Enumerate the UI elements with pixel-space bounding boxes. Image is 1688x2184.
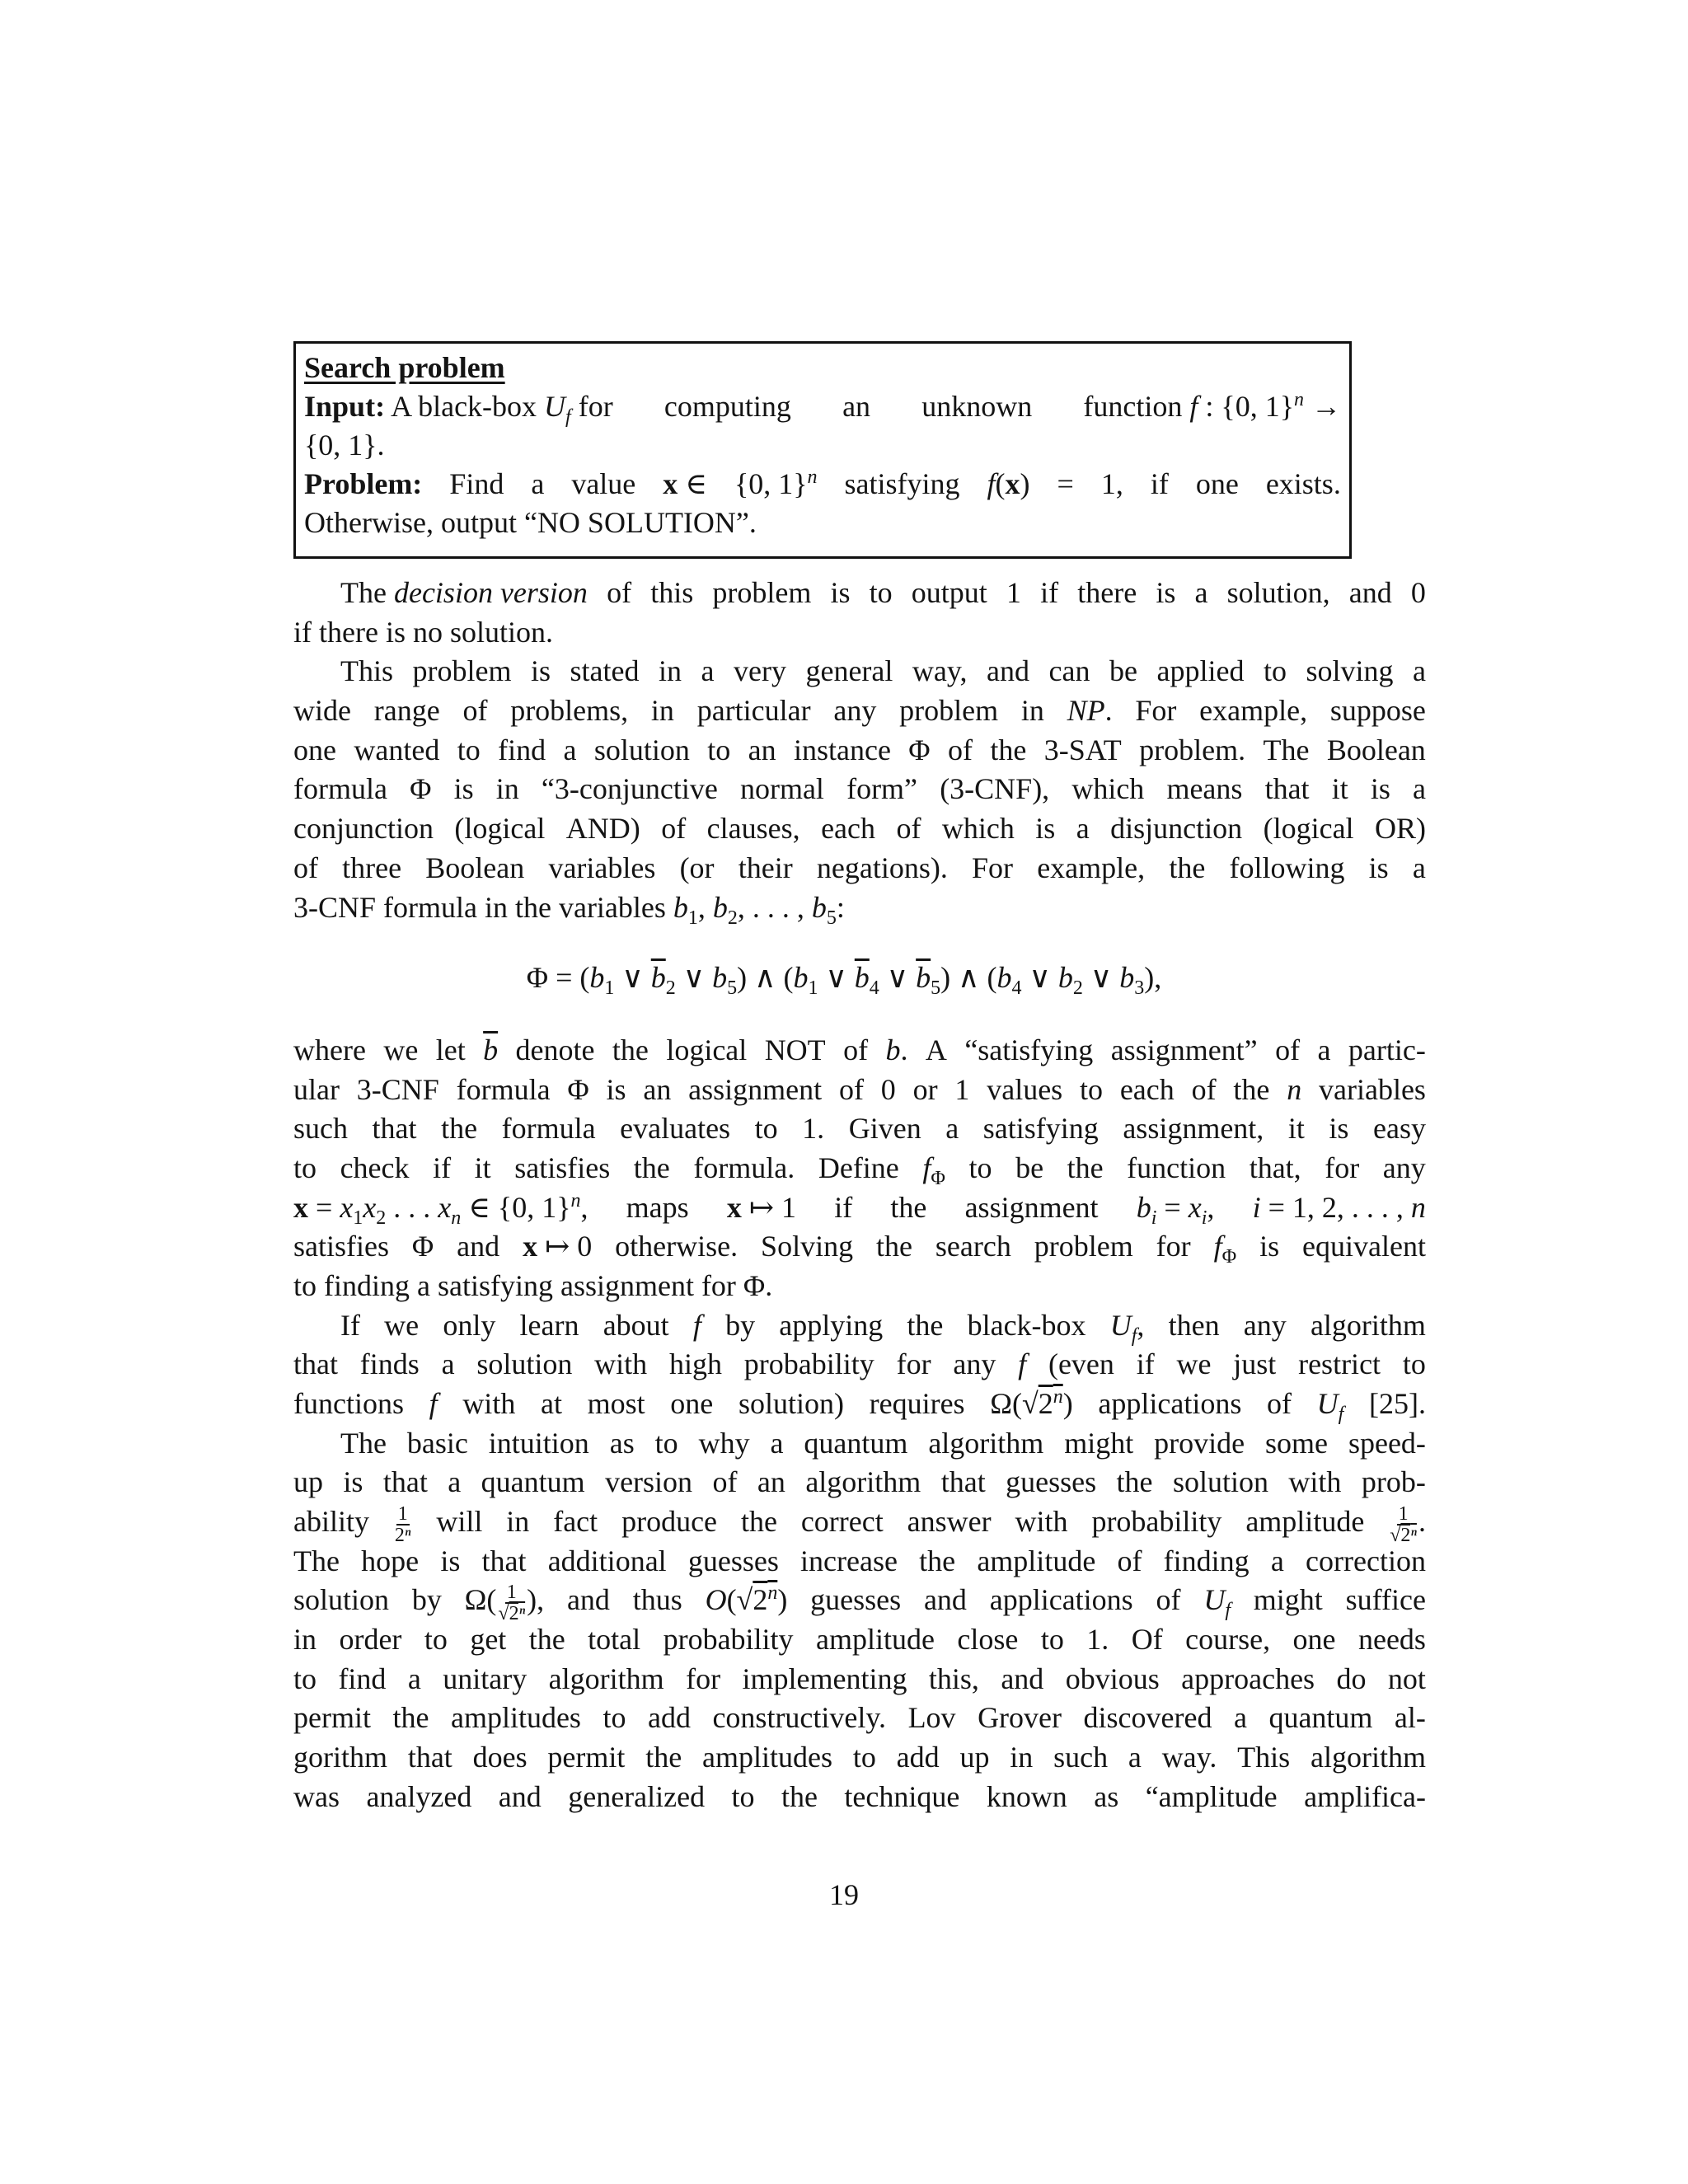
p5-line2: up is that a quantum version of an algorithm that guesses the solution with prob- (293, 1465, 1426, 1498)
p2-line2: wide range of problems, in particular any problem in NP. For example, suppose (293, 694, 1426, 727)
p2-line7: 3-CNF formula in the variables $b_1$, $b_2$, . . . , $b_5$: (293, 891, 845, 930)
p2-line4: formula Φ is in “3-conjunctive normal form” (3-CNF), which means that it is a (293, 772, 1426, 805)
p5-line10: was analyzed and generalized to the technique known as “amplitude amplifica- (293, 1780, 1426, 1813)
formula-equation: $\Phi = (b_1$ ∨ $\overline{b}_2$ ∨ $b_5$) ∧ ($b_1$ ∨ $\overline{b}_4$ ∨ $\overline{b}_5$) ∧ ($b_4$ ∨ $b_2$ ∨ $b_3$), (526, 961, 1162, 1000)
p4-line2: that finds a solution with high probability for any f (even if we just restrict to (293, 1347, 1426, 1380)
p4-line3: functions f with at most one solution) requires Ω(√2$^n$) applications of $U_f$ [25]. (293, 1386, 1426, 1426)
search-problem-box (293, 341, 1352, 559)
p5-line7: to find a unitary algorithm for implementing this, and obvious approaches do not (293, 1662, 1426, 1695)
p3-line2: ular 3-CNF formula Φ is an assignment of 0 or 1 values to each of the n variables (293, 1073, 1426, 1106)
p3-line3: such that the formula evaluates to 1. Given a satisfying assignment, it is easy (293, 1112, 1426, 1145)
box-input-line2: {0, 1}. (304, 429, 385, 462)
box-problem-line2: Otherwise, output “NO SOLUTION”. (304, 506, 757, 539)
p3-line4: to check if it satisfies the formula. Define $f_\Phi$ to be the function that, for any (293, 1151, 1426, 1190)
p4-line1: If we only learn about f by applying the black-box $U_f$, then any algorithm (340, 1309, 1426, 1347)
p1-line1: The decision version of this problem is to output 1 if there is a solution, and 0 (340, 576, 1426, 609)
p2-line3: one wanted to find a solution to an instance Φ of the 3-SAT problem. The Boolean (293, 733, 1426, 766)
p5-line1: The basic intuition as to why a quantum algorithm might provide some speed- (340, 1427, 1426, 1460)
p5-line8: permit the amplitudes to add constructively. Lov Grover discovered a quantum al- (293, 1701, 1426, 1734)
problem-label: Problem: (304, 467, 423, 500)
p5-line6: in order to get the total probability amplitude close to 1. Of course, one needs (293, 1623, 1426, 1656)
p5-line9: gorithm that does permit the amplitudes to add up in such a way. This algorithm (293, 1741, 1426, 1774)
p3-line1: where we let $\overline{b}$ denote the logical NOT of b. A “satisfying assignment” of a partic- (293, 1033, 1426, 1066)
p3-line6: satisfies Φ and x ↦ 0 otherwise. Solving the search problem for $f_\Phi$ is equivalent (293, 1230, 1426, 1268)
box-input-line: Input: A black-box $U_f$ for computing an unknown function f : {0, 1}$^n$ → (304, 389, 1341, 429)
p5-line3: ability $\frac{1}{\text{2ⁿ}}$ will in fact produce the correct answer with probability amplitude $\frac{1}{\text{√2ⁿ}}$ . (293, 1502, 1426, 1546)
page-number: 19 (829, 1878, 859, 1911)
p2-line1: This problem is stated in a very general way, and can be applied to solving a (340, 654, 1426, 687)
p2-line5: conjunction (logical AND) of clauses, each of which is a disjunction (logical OR) (293, 812, 1426, 845)
decision-version-emphasis: decision version (393, 576, 588, 609)
p5-line4: The hope is that additional guesses increase the amplitude of finding a correction (293, 1544, 1426, 1577)
input-label: Input: (304, 390, 386, 423)
p2-line6: of three Boolean variables (or their negations). For example, the following is a (293, 851, 1426, 884)
p3-line5: $x = x_1x_2$ . . . $x_n$ ∈ {0, 1}$^n$, maps x ↦ 1 if the assignment $b_i = x_i$, i = 1, 2, . . . , n (293, 1190, 1426, 1230)
box-problem-line: Problem: Find a value x ∈ {0, 1}$^n$ satisfying f(x) = 1, if one exists. (304, 466, 1341, 500)
p1-line2: if there is no solution. (293, 616, 553, 649)
box-title: Search problem (304, 351, 505, 384)
p5-line5: solution by Ω( $\frac{1}{\text{√2ⁿ}}$ ), and thus O(√2$^n$) guesses and applications of $U_f$ might suffice (293, 1581, 1426, 1624)
p3-line7: to finding a satisfying assignment for Φ. (293, 1269, 773, 1302)
